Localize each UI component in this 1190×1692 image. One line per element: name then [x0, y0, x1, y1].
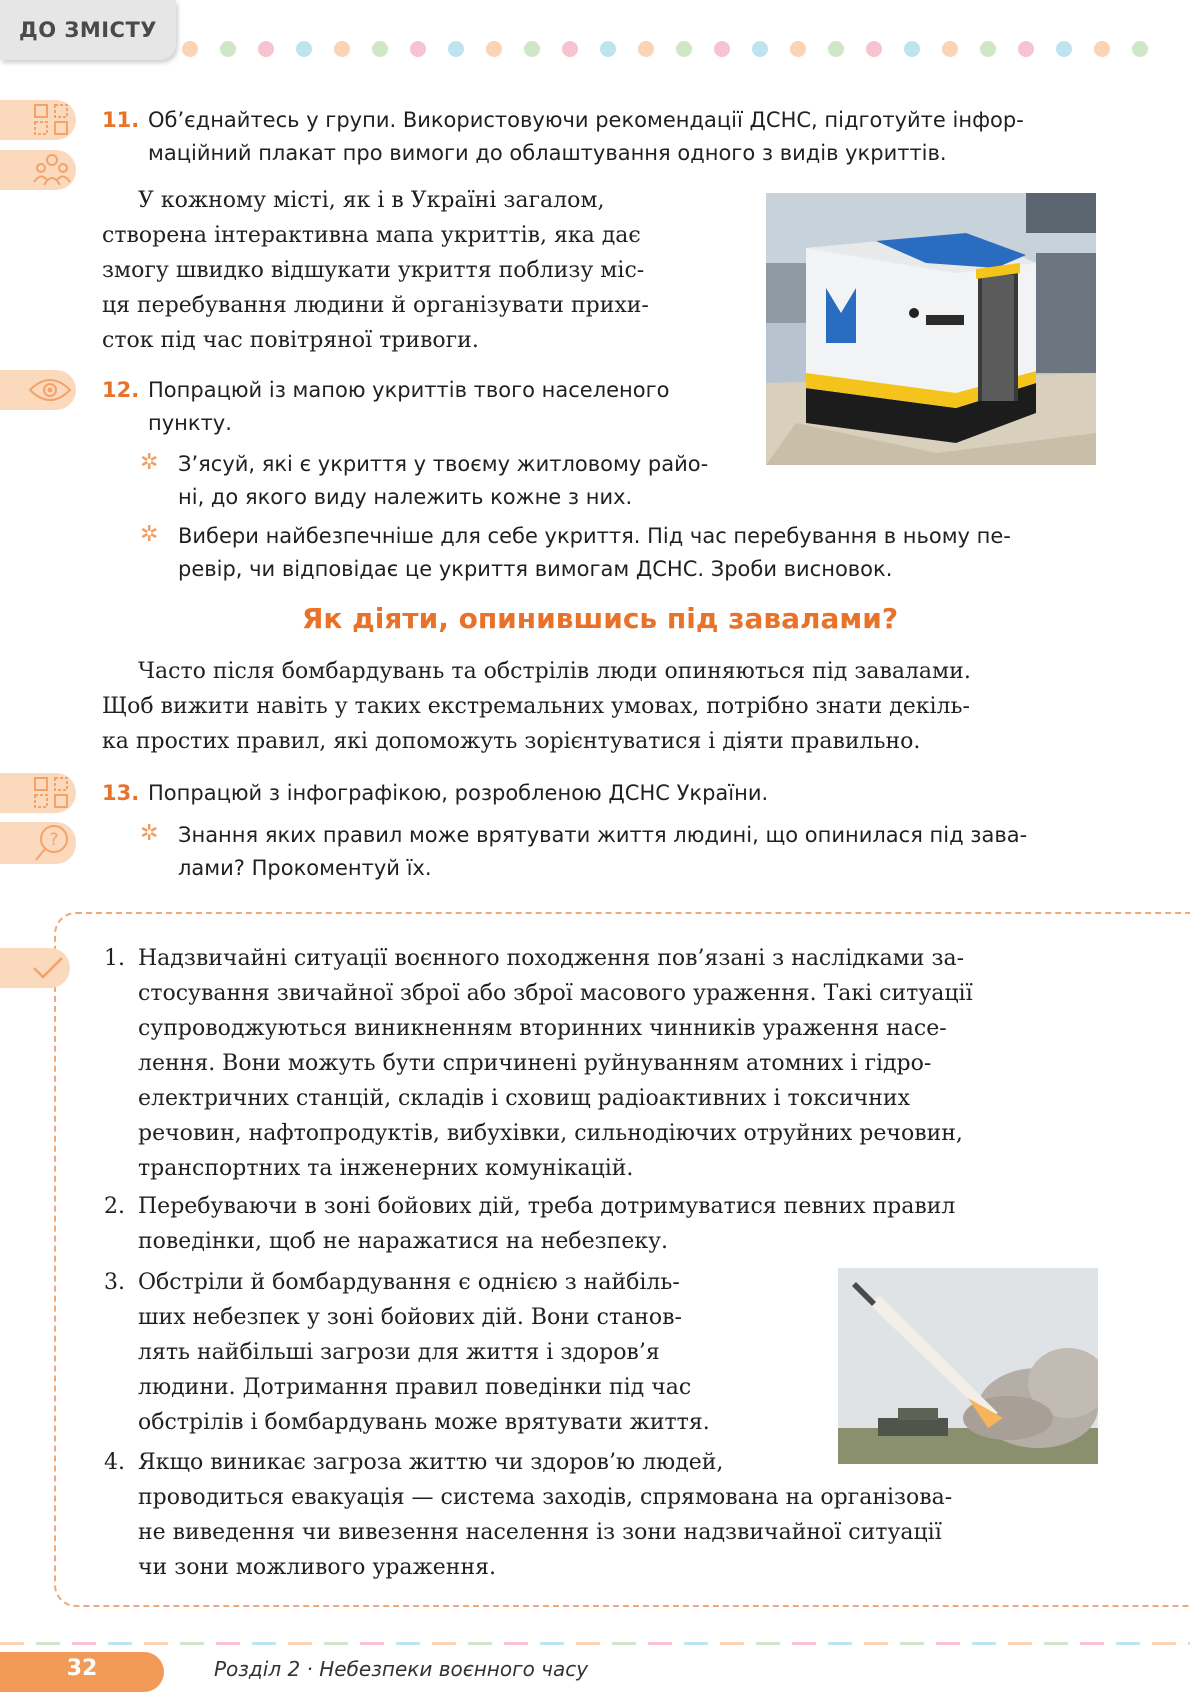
- footer-dash: [648, 1642, 672, 1645]
- summary-check-icon-box: [0, 948, 70, 988]
- footer-dash: [432, 1642, 456, 1645]
- task13-question-icon-box: [0, 822, 76, 864]
- summary-item-number: 1.: [104, 946, 125, 971]
- footer-dash: [216, 1642, 240, 1645]
- footer-dash: [468, 1642, 492, 1645]
- decorative-dot: [752, 41, 768, 57]
- footer-dash: [1152, 1642, 1176, 1645]
- decorative-dot: [486, 41, 502, 57]
- task12-eye-icon-box: [0, 370, 76, 410]
- footer-dash: [72, 1642, 96, 1645]
- toc-button[interactable]: ДО ЗМІСТУ: [0, 0, 176, 60]
- footer-dash: [684, 1642, 708, 1645]
- task13-bullet-line2: лами? Прокоментуй їх.: [178, 856, 432, 880]
- summary-line: Надзвичайні ситуації воєнного походження пов’язані з наслідками за-: [138, 946, 964, 971]
- summary-item-number: 2.: [104, 1194, 125, 1219]
- task11-grid-icon-box: [0, 100, 76, 140]
- decorative-dot: [220, 41, 236, 57]
- decorative-dot: [258, 41, 274, 57]
- footer-dash: [828, 1642, 852, 1645]
- footer-dash: [900, 1642, 924, 1645]
- decorative-dot: [714, 41, 730, 57]
- footer-dash: [720, 1642, 744, 1645]
- task12-bullet1-line1: З’ясуй, які є укриття у твоєму житловому райо-: [178, 452, 709, 476]
- task13-grid-icon-box: [0, 773, 76, 813]
- summary-line: стосування звичайної зброї або зброї масового ураження. Такі ситуації: [138, 981, 973, 1006]
- decorative-dot: [1056, 41, 1072, 57]
- footer-dash: [144, 1642, 168, 1645]
- grid-icon: [32, 776, 72, 810]
- chapter-title: Розділ 2 · Небезпеки воєнного часу: [214, 1657, 589, 1681]
- footer-dash: [576, 1642, 600, 1645]
- decorative-dot: [1094, 41, 1110, 57]
- decorative-dot: [600, 41, 616, 57]
- summary-line: лять найбільші загрози для життя і здоров’я: [138, 1340, 660, 1365]
- summary-item-number: 4.: [104, 1450, 125, 1475]
- summary-line: речовин, нафтопродуктів, вибухівки, сильнодіючих отруйних речовин,: [138, 1121, 963, 1146]
- summary-item-4: [104, 1445, 1100, 1590]
- intro-line: ця перебування людини й організувати прихи-: [102, 293, 649, 318]
- task12-number: 12.: [102, 378, 140, 402]
- footer-dash: [936, 1642, 960, 1645]
- footer-dash: [252, 1642, 276, 1645]
- page-number: 32: [0, 1652, 164, 1692]
- footer-dash: [36, 1642, 60, 1645]
- footer-dash: [288, 1642, 312, 1645]
- decorative-dot: [562, 41, 578, 57]
- summary-line: поведінки, щоб не наражатися на небезпеку.: [138, 1229, 669, 1254]
- intro-line: створена інтерактивна мапа укриттів, яка дає: [102, 223, 641, 248]
- decorative-dot: [334, 41, 350, 57]
- task12-number-wrap: [102, 374, 139, 407]
- footer-dash: [1080, 1642, 1104, 1645]
- summary-item-3: [104, 1265, 824, 1445]
- task13-bullet-line1: Знання яких правил може врятувати життя людині, що опинилася під зава-: [178, 823, 1028, 847]
- footer-divider: [0, 1642, 1190, 1646]
- summary-line: людини. Дотримання правил поведінки під час: [138, 1375, 692, 1400]
- footer-dash: [360, 1642, 384, 1645]
- decorative-dot: [638, 41, 654, 57]
- summary-line: Обстріли й бомбардування є однією з найбіль-: [138, 1270, 680, 1295]
- task11-number: 11.: [102, 108, 140, 132]
- summary-line: Перебуваючи в зоні бойових дій, треба дотримуватися певних правил: [138, 1194, 956, 1219]
- intro-line: сток під час повітряної тривоги.: [102, 328, 479, 353]
- summary-line: транспортних та інженерних комунікацій.: [138, 1156, 634, 1181]
- summary-item-2: [104, 1189, 1100, 1261]
- check-icon: [30, 954, 66, 982]
- section-heading: Як діяти, опинившись під завалами?: [301, 602, 899, 635]
- decorative-dot: [904, 41, 920, 57]
- decorative-dots: [182, 41, 1148, 57]
- decorative-dot: [676, 41, 692, 57]
- footer-dash: [108, 1642, 132, 1645]
- footer-dash: [972, 1642, 996, 1645]
- group-icon: [32, 152, 72, 188]
- task12-bullet2-line1: Вибери найбезпечніше для себе укриття. Під час перебування в ньому пе-: [178, 524, 1011, 548]
- decorative-dot: [1132, 41, 1148, 57]
- footer-dash: [396, 1642, 420, 1645]
- sun-bullet-icon: ✲: [140, 449, 159, 474]
- summary-line: лення. Вони можуть бути спричинені руйнуванням атомних і гідро-: [138, 1051, 932, 1076]
- task13-line1: Попрацюй з інфографікою, розробленою ДСНС України.: [148, 781, 769, 805]
- summary-line: Якщо виникає загроза життю чи здоров’ю людей,: [138, 1450, 724, 1475]
- decorative-dot: [448, 41, 464, 57]
- footer-dash: [792, 1642, 816, 1645]
- section-line: Часто після бомбардувань та обстрілів люди опиняються під завалами.: [138, 659, 971, 684]
- grid-icon: [32, 103, 72, 137]
- footer-dash: [504, 1642, 528, 1645]
- decorative-dot: [980, 41, 996, 57]
- intro-paragraph: [102, 183, 742, 358]
- footer-dash: [864, 1642, 888, 1645]
- question-search-icon: [32, 823, 72, 863]
- task11-group-icon-box: [0, 150, 76, 190]
- eye-icon: [28, 375, 72, 405]
- footer-dash: [180, 1642, 204, 1645]
- summary-line: обстрілів і бомбардувань може врятувати життя.: [138, 1410, 710, 1435]
- footer-dash: [1008, 1642, 1032, 1645]
- decorative-dot: [828, 41, 844, 57]
- summary-line: супроводжуються виникненням вторинних чинників ураження насе-: [138, 1016, 947, 1041]
- footer-dash: [324, 1642, 348, 1645]
- footer-dash: [540, 1642, 564, 1645]
- decorative-dot: [790, 41, 806, 57]
- shelter-photo: [766, 193, 1096, 465]
- footer-dash: [0, 1642, 24, 1645]
- task12-bullet1-line2: ні, до якого виду належить кожне з них.: [178, 485, 633, 509]
- decorative-dot: [372, 41, 388, 57]
- footer-dash: [1044, 1642, 1068, 1645]
- summary-line: ших небезпек у зоні бойових дій. Вони станов-: [138, 1305, 682, 1330]
- footer-dash: [756, 1642, 780, 1645]
- task12-bullet2-line2: ревір, чи відповідає це укриття вимогам ДСНС. Зроби висновок.: [178, 557, 893, 581]
- rocket-launch-photo: [838, 1268, 1098, 1464]
- summary-item-1: [104, 941, 1100, 1191]
- section-paragraph: [102, 654, 1098, 759]
- decorative-dot: [942, 41, 958, 57]
- summary-line: проводиться евакуація — система заходів, спрямована на організова-: [138, 1485, 953, 1510]
- sun-bullet-icon: ✲: [140, 521, 159, 546]
- task12-line1: Попрацюй із мапою укриттів твого населеного: [148, 378, 670, 402]
- intro-line: У кожному місті, як і в Україні загалом,: [138, 188, 605, 213]
- intro-line: змогу швидко відшукати укриття поблизу міс-: [102, 258, 645, 283]
- summary-item-number: 3.: [104, 1270, 125, 1295]
- footer-dash: [1116, 1642, 1140, 1645]
- svg-text:?: ?: [49, 830, 59, 850]
- task13-number: 13.: [102, 781, 140, 805]
- task11: [102, 104, 139, 137]
- task12-line2: пункту.: [148, 411, 232, 435]
- decorative-dot: [296, 41, 312, 57]
- footer-dash: [612, 1642, 636, 1645]
- section-line: Щоб вижити навіть у таких екстремальних умовах, потрібно знати декіль-: [102, 694, 970, 719]
- decorative-dot: [1018, 41, 1034, 57]
- summary-line: чи зони можливого ураження.: [138, 1555, 496, 1580]
- task11-line2: маційний плакат про вимоги до облаштування одного з видів укриттів.: [148, 141, 947, 165]
- summary-line: електричних станцій, складів і сховищ радіоактивних і токсичних: [138, 1086, 910, 1111]
- decorative-dot: [524, 41, 540, 57]
- task11-line1: Об’єднайтесь у групи. Використовуючи рекомендації ДСНС, підготуйте інфор-: [148, 108, 1024, 132]
- summary-line: не виведення чи вивезення населення із зони надзвичайної ситуації: [138, 1520, 942, 1545]
- section-line: ка простих правил, які допоможуть зорієнтуватися і діяти правильно.: [102, 729, 921, 754]
- decorative-dot: [410, 41, 426, 57]
- decorative-dot: [866, 41, 882, 57]
- sun-bullet-icon: ✲: [140, 820, 159, 845]
- task13-number-wrap: [102, 777, 139, 810]
- decorative-dot: [182, 41, 198, 57]
